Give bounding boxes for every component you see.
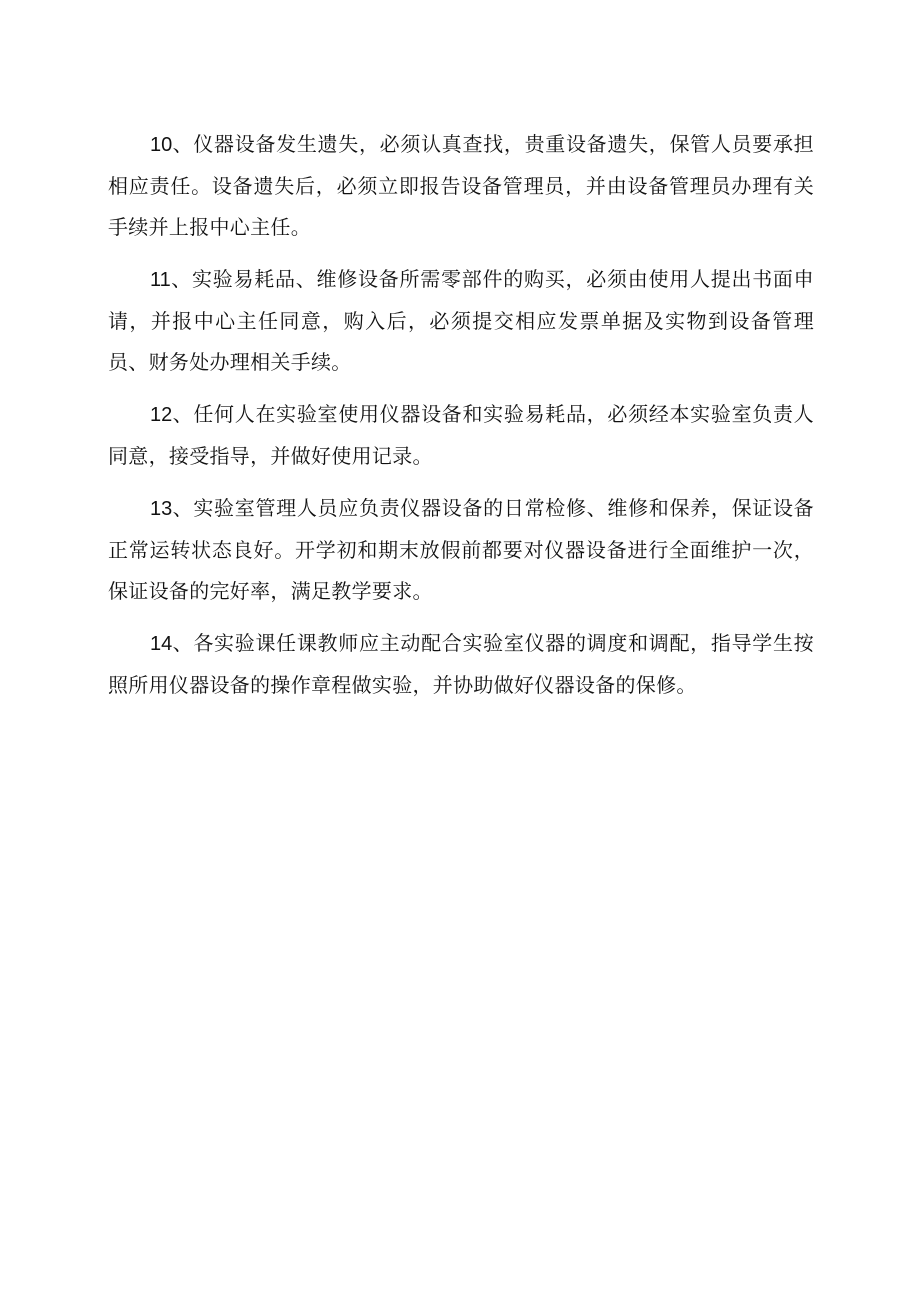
paragraph-text: 、实验易耗品、维修设备所需零部件的购买，必须由使用人提出书面申请，并报中心主任同意，购入后，必须提交相应发票单据及实物到设备管理员、财务处办理相关手续。: [108, 267, 814, 374]
paragraph-10: [108, 124, 814, 248]
paragraph-12: [108, 394, 814, 477]
paragraph-14: [108, 623, 814, 706]
paragraph-number: 11: [150, 269, 171, 291]
paragraph-11: [108, 259, 814, 383]
paragraph-text: 、各实验课任课教师应主动配合实验室仪器的调度和调配，指导学生按照所用仪器设备的操作章程做实验，并协助做好仪器设备的保修。: [108, 631, 814, 697]
paragraph-number: 12: [150, 404, 173, 426]
paragraph-text: 、任何人在实验室使用仪器设备和实验易耗品，必须经本实验室负责人同意，接受指导，并做好使用记录。: [108, 402, 814, 468]
paragraph-number: 13: [150, 498, 173, 520]
paragraph-13: [108, 488, 814, 612]
paragraph-number: 10: [150, 134, 173, 156]
paragraph-text: 、仪器设备发生遗失，必须认真查找，贵重设备遗失，保管人员要承担相应责任。设备遗失后，必须立即报告设备管理员，并由设备管理员办理有关手续并上报中心主任。: [108, 132, 814, 239]
paragraph-number: 14: [150, 633, 173, 655]
paragraph-text: 、实验室管理人员应负责仪器设备的日常检修、维修和保养，保证设备正常运转状态良好。开学初和期末放假前都要对仪器设备进行全面维护一次，保证设备的完好率，满足教学要求。: [108, 496, 814, 603]
document-body: [108, 124, 814, 717]
